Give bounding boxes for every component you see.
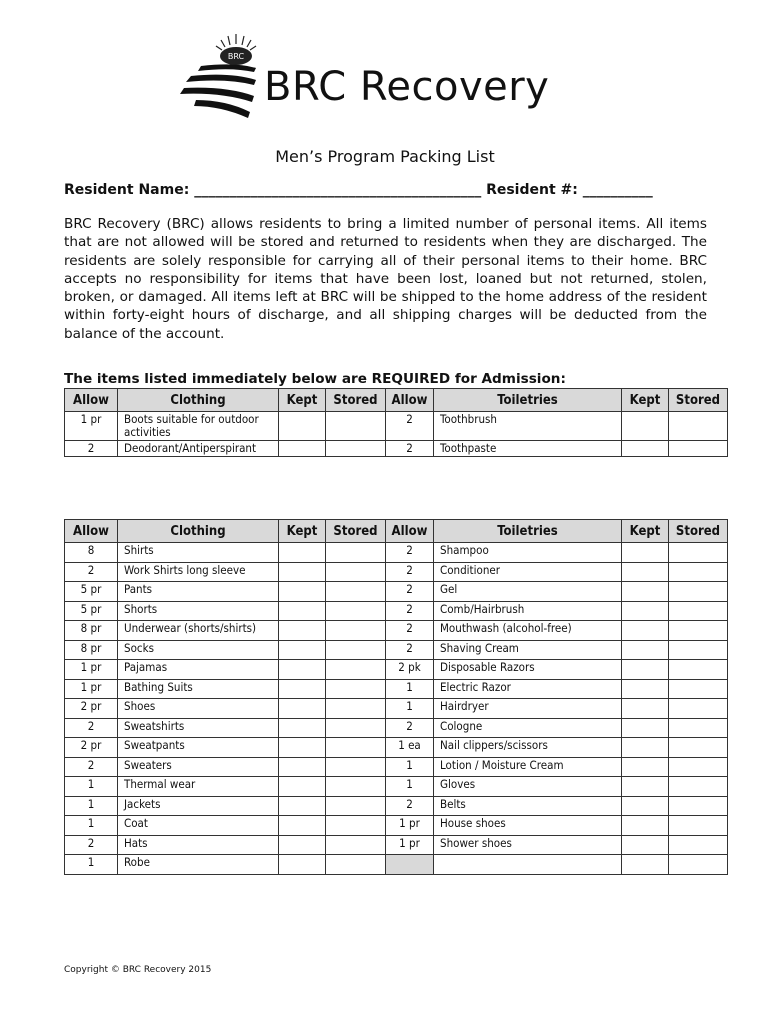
- table-row: [65, 679, 728, 699]
- stored-checkbox[interactable]: [669, 640, 728, 660]
- table-row: [65, 412, 728, 441]
- stored-checkbox[interactable]: [669, 699, 728, 719]
- clothing-cell: Jackets: [118, 796, 279, 816]
- toiletry-cell: Mouthwash (alcohol-free): [434, 621, 622, 641]
- kept-checkbox[interactable]: [279, 582, 326, 602]
- table-row: [65, 441, 728, 457]
- stored-checkbox[interactable]: [326, 441, 386, 457]
- kept-checkbox[interactable]: [279, 855, 326, 875]
- allow-cell: 8: [65, 543, 118, 563]
- allow-cell: 2: [65, 441, 118, 457]
- allow-cell: 2 pr: [65, 738, 118, 758]
- column-header: Stored: [669, 520, 728, 543]
- stored-checkbox[interactable]: [669, 757, 728, 777]
- stored-checkbox[interactable]: [669, 660, 728, 680]
- allow-cell: 1 pr: [386, 816, 434, 836]
- clothing-cell: Pants: [118, 582, 279, 602]
- clothing-cell: Work Shirts long sleeve: [118, 562, 279, 582]
- column-header: Allow: [65, 520, 118, 543]
- resident-name-field[interactable]: _________________________________________: [194, 182, 482, 198]
- column-header: Allow: [386, 389, 434, 412]
- kept-checkbox[interactable]: [622, 543, 669, 563]
- toiletry-cell: Belts: [434, 796, 622, 816]
- stored-checkbox[interactable]: [669, 738, 728, 758]
- toiletry-cell: [434, 855, 622, 875]
- stored-checkbox[interactable]: [326, 757, 386, 777]
- stored-checkbox[interactable]: [669, 543, 728, 563]
- table-row: [65, 699, 728, 719]
- kept-checkbox[interactable]: [279, 601, 326, 621]
- allow-cell: 2: [386, 412, 434, 441]
- kept-checkbox[interactable]: [279, 441, 326, 457]
- toiletry-cell: Disposable Razors: [434, 660, 622, 680]
- clothing-cell: Shorts: [118, 601, 279, 621]
- allow-cell: 1 pr: [65, 679, 118, 699]
- kept-checkbox[interactable]: [622, 777, 669, 797]
- kept-checkbox[interactable]: [622, 699, 669, 719]
- table-row: [65, 738, 728, 758]
- toiletry-cell: Shampoo: [434, 543, 622, 563]
- clothing-cell: Coat: [118, 816, 279, 836]
- allow-cell: 2: [65, 718, 118, 738]
- stored-checkbox[interactable]: [326, 562, 386, 582]
- kept-checkbox[interactable]: [279, 835, 326, 855]
- kept-checkbox[interactable]: [279, 412, 326, 441]
- kept-checkbox[interactable]: [622, 679, 669, 699]
- kept-checkbox[interactable]: [279, 699, 326, 719]
- allow-cell: 5 pr: [65, 582, 118, 602]
- table-row: [65, 562, 728, 582]
- kept-checkbox[interactable]: [279, 757, 326, 777]
- clothing-cell: Sweatpants: [118, 738, 279, 758]
- resident-number-field[interactable]: __________: [582, 182, 653, 198]
- allow-cell: 1: [386, 777, 434, 797]
- stored-checkbox[interactable]: [326, 835, 386, 855]
- stored-checkbox[interactable]: [326, 816, 386, 836]
- stored-checkbox[interactable]: [326, 660, 386, 680]
- allow-cell: 2: [386, 640, 434, 660]
- resident-number-label: Resident #:: [486, 182, 578, 198]
- table-row: [65, 621, 728, 641]
- allow-cell: 8 pr: [65, 621, 118, 641]
- kept-checkbox[interactable]: [622, 738, 669, 758]
- intro-paragraph: BRC Recovery (BRC) allows residents to bring a limited number of personal items. All items that are not allowed will be stored and returned to residents when they are discharged. The residents are solely responsible for carrying all of their personal items to their home. BRC accepts no responsibility for items that have been lost, loaned but not returned, stolen, broken, or damaged. All items left at BRC will be shipped to the home address of the resident within forty-eight hours of discharge, and all shipping charges will be deducted from the balance of the account.: [64, 216, 707, 342]
- kept-checkbox[interactable]: [279, 562, 326, 582]
- clothing-cell: Boots suitable for outdoor activities: [118, 412, 279, 441]
- column-header: Toiletries: [434, 389, 622, 412]
- stored-checkbox[interactable]: [326, 777, 386, 797]
- column-header: Kept: [622, 389, 669, 412]
- toiletry-cell: Hairdryer: [434, 699, 622, 719]
- allow-cell: 2: [386, 601, 434, 621]
- allow-cell: 8 pr: [65, 640, 118, 660]
- allow-cell: 2: [386, 796, 434, 816]
- clothing-cell: Shoes: [118, 699, 279, 719]
- column-header: Allow: [65, 389, 118, 412]
- kept-checkbox[interactable]: [622, 601, 669, 621]
- allow-cell: 1: [65, 816, 118, 836]
- stored-checkbox[interactable]: [669, 816, 728, 836]
- kept-checkbox[interactable]: [622, 835, 669, 855]
- table-row: [65, 796, 728, 816]
- kept-checkbox[interactable]: [622, 796, 669, 816]
- stored-checkbox[interactable]: [326, 601, 386, 621]
- stored-checkbox[interactable]: [669, 855, 728, 875]
- column-header: Kept: [279, 389, 326, 412]
- clothing-cell: Deodorant/Antiperspirant: [118, 441, 279, 457]
- table-row: [65, 543, 728, 563]
- allow-cell: 1: [386, 699, 434, 719]
- stored-checkbox[interactable]: [669, 601, 728, 621]
- table-row: [65, 601, 728, 621]
- allow-cell: 1: [386, 679, 434, 699]
- stored-checkbox[interactable]: [326, 582, 386, 602]
- clothing-cell: Sweatshirts: [118, 718, 279, 738]
- table-row: [65, 718, 728, 738]
- kept-checkbox[interactable]: [279, 679, 326, 699]
- stored-checkbox[interactable]: [669, 796, 728, 816]
- column-header: Toiletries: [434, 520, 622, 543]
- stored-checkbox[interactable]: [669, 562, 728, 582]
- kept-checkbox[interactable]: [279, 738, 326, 758]
- allow-cell: 1: [65, 796, 118, 816]
- kept-checkbox[interactable]: [622, 441, 669, 457]
- table-row: [65, 582, 728, 602]
- packing-items-table: [64, 519, 728, 875]
- column-header: Kept: [622, 520, 669, 543]
- toiletry-cell: Gel: [434, 582, 622, 602]
- kept-checkbox[interactable]: [622, 621, 669, 641]
- allow-cell: 2: [386, 441, 434, 457]
- logo-text: BRC Recovery: [264, 64, 550, 110]
- stored-checkbox[interactable]: [326, 738, 386, 758]
- stored-checkbox[interactable]: [326, 679, 386, 699]
- toiletry-cell: Cologne: [434, 718, 622, 738]
- clothing-cell: Bathing Suits: [118, 679, 279, 699]
- stored-checkbox[interactable]: [326, 718, 386, 738]
- kept-checkbox[interactable]: [279, 621, 326, 641]
- stored-checkbox[interactable]: [326, 855, 386, 875]
- allow-cell: 1 pr: [386, 835, 434, 855]
- column-header: Stored: [326, 389, 386, 412]
- clothing-cell: Underwear (shorts/shirts): [118, 621, 279, 641]
- stored-checkbox[interactable]: [326, 412, 386, 441]
- allow-cell: 2 pr: [65, 699, 118, 719]
- kept-checkbox[interactable]: [622, 816, 669, 836]
- required-items-table: [64, 388, 728, 457]
- required-heading: The items listed immediately below are REQUIRED for Admission:: [64, 371, 566, 387]
- stored-checkbox[interactable]: [326, 699, 386, 719]
- toiletry-cell: Electric Razor: [434, 679, 622, 699]
- allow-cell: 2: [386, 543, 434, 563]
- clothing-cell: Sweaters: [118, 757, 279, 777]
- table-row: [65, 757, 728, 777]
- brc-logo: [176, 32, 586, 122]
- allow-cell: 2 pk: [386, 660, 434, 680]
- svg-text:BRC: BRC: [227, 52, 245, 61]
- column-header: Clothing: [118, 520, 279, 543]
- allow-cell: 2: [386, 562, 434, 582]
- kept-checkbox[interactable]: [622, 757, 669, 777]
- resident-name-label: Resident Name:: [64, 182, 190, 198]
- kept-checkbox[interactable]: [622, 582, 669, 602]
- sun-stripes-icon: [176, 32, 276, 122]
- allow-cell: 1 pr: [65, 660, 118, 680]
- kept-checkbox[interactable]: [279, 660, 326, 680]
- stored-checkbox[interactable]: [669, 679, 728, 699]
- stored-checkbox[interactable]: [326, 640, 386, 660]
- toiletry-cell: Toothpaste: [434, 441, 622, 457]
- allow-cell: 2: [65, 835, 118, 855]
- allow-cell: 1: [65, 855, 118, 875]
- toiletry-cell: Lotion / Moisture Cream: [434, 757, 622, 777]
- table-row: [65, 777, 728, 797]
- stored-checkbox[interactable]: [669, 718, 728, 738]
- clothing-cell: Robe: [118, 855, 279, 875]
- table-row: [65, 855, 728, 875]
- toiletry-cell: Gloves: [434, 777, 622, 797]
- stored-checkbox[interactable]: [669, 621, 728, 641]
- allow-cell: 1: [386, 757, 434, 777]
- clothing-cell: Hats: [118, 835, 279, 855]
- toiletry-cell: Toothbrush: [434, 412, 622, 441]
- kept-checkbox[interactable]: [622, 562, 669, 582]
- allow-cell: [386, 855, 434, 875]
- kept-checkbox[interactable]: [279, 640, 326, 660]
- kept-checkbox[interactable]: [622, 640, 669, 660]
- column-header: Kept: [279, 520, 326, 543]
- column-header: Stored: [669, 389, 728, 412]
- stored-checkbox[interactable]: [326, 543, 386, 563]
- allow-cell: 5 pr: [65, 601, 118, 621]
- stored-checkbox[interactable]: [669, 582, 728, 602]
- copyright-footer: Copyright © BRC Recovery 2015: [64, 965, 212, 975]
- kept-checkbox[interactable]: [622, 660, 669, 680]
- kept-checkbox[interactable]: [279, 796, 326, 816]
- kept-checkbox[interactable]: [622, 718, 669, 738]
- allow-cell: 1 pr: [65, 412, 118, 441]
- clothing-cell: Pajamas: [118, 660, 279, 680]
- table-row: [65, 816, 728, 836]
- clothing-cell: Shirts: [118, 543, 279, 563]
- page-title: Men’s Program Packing List: [275, 147, 495, 166]
- kept-checkbox[interactable]: [279, 543, 326, 563]
- allow-cell: 2: [386, 718, 434, 738]
- column-header: Allow: [386, 520, 434, 543]
- kept-checkbox[interactable]: [279, 816, 326, 836]
- stored-checkbox[interactable]: [669, 412, 728, 441]
- clothing-cell: Socks: [118, 640, 279, 660]
- stored-checkbox[interactable]: [326, 621, 386, 641]
- stored-checkbox[interactable]: [326, 796, 386, 816]
- allow-cell: 2: [386, 582, 434, 602]
- toiletry-cell: Shower shoes: [434, 835, 622, 855]
- toiletry-cell: House shoes: [434, 816, 622, 836]
- allow-cell: 2: [65, 757, 118, 777]
- allow-cell: 2: [65, 562, 118, 582]
- toiletry-cell: Comb/Hairbrush: [434, 601, 622, 621]
- allow-cell: 1 ea: [386, 738, 434, 758]
- kept-checkbox[interactable]: [279, 777, 326, 797]
- table-row: [65, 835, 728, 855]
- clothing-cell: Thermal wear: [118, 777, 279, 797]
- resident-line: [64, 182, 653, 198]
- allow-cell: 1: [65, 777, 118, 797]
- toiletry-cell: Nail clippers/scissors: [434, 738, 622, 758]
- stored-checkbox[interactable]: [669, 777, 728, 797]
- stored-checkbox[interactable]: [669, 441, 728, 457]
- table-row: [65, 640, 728, 660]
- stored-checkbox[interactable]: [669, 835, 728, 855]
- column-header: Clothing: [118, 389, 279, 412]
- kept-checkbox[interactable]: [622, 412, 669, 441]
- table-row: [65, 660, 728, 680]
- kept-checkbox[interactable]: [279, 718, 326, 738]
- toiletry-cell: Conditioner: [434, 562, 622, 582]
- column-header: Stored: [326, 520, 386, 543]
- toiletry-cell: Shaving Cream: [434, 640, 622, 660]
- allow-cell: 2: [386, 621, 434, 641]
- kept-checkbox[interactable]: [622, 855, 669, 875]
